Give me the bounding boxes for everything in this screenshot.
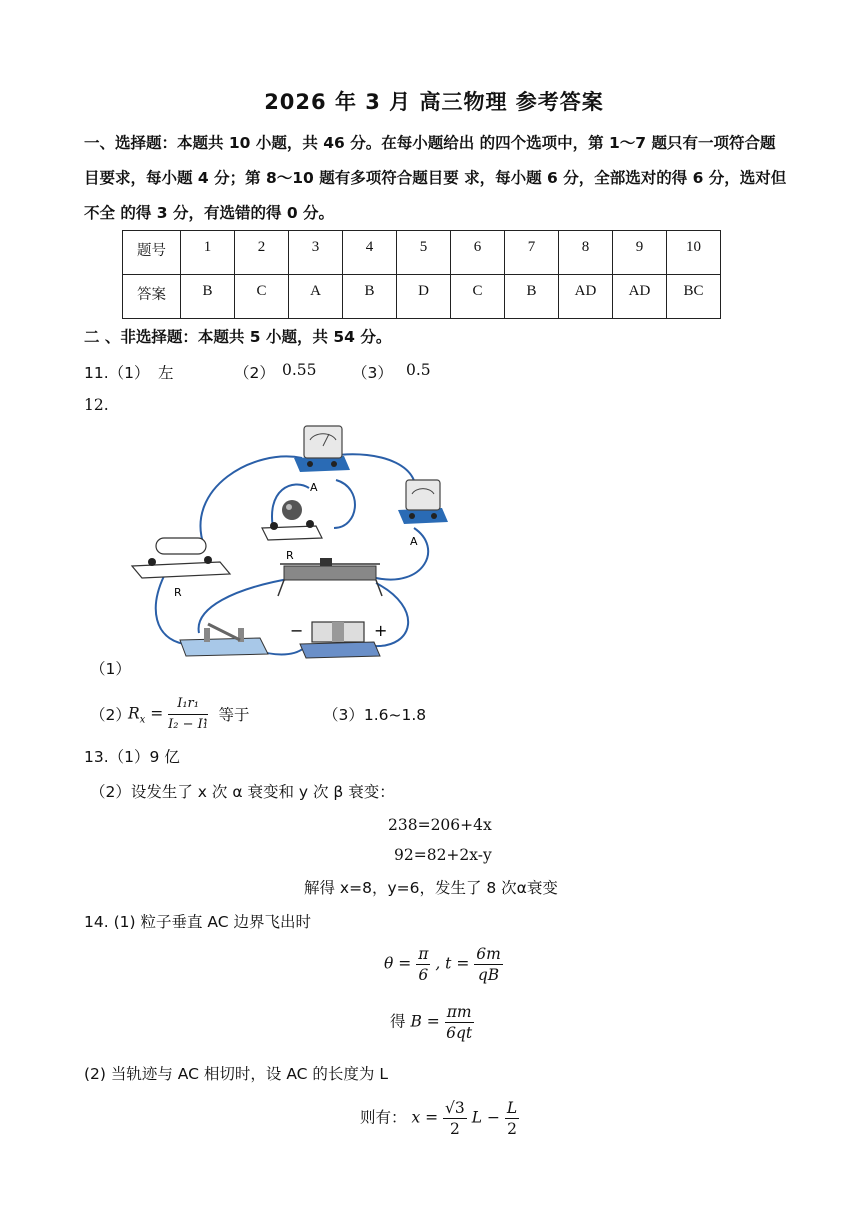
x-fraction-2 xyxy=(505,1098,519,1139)
resistor-label-2: R xyxy=(174,586,182,599)
switch-icon xyxy=(180,624,268,656)
table-cell: B xyxy=(343,275,397,319)
q12-part-2: （2） xyxy=(90,706,131,724)
q12-formula: $R_x$ = $\frac{\text{I₁r₁}}{\text{I₂ − I₁}}$ xyxy=(128,694,208,735)
answer-table xyxy=(122,230,721,319)
table-cell: B xyxy=(505,275,559,319)
q14-equation-theta-t xyxy=(384,944,503,985)
formula-denominator: I₂ − I₁ xyxy=(168,717,209,732)
battery-icon xyxy=(300,622,380,658)
ammeter-2-icon xyxy=(398,480,448,524)
x-numerator-2: L xyxy=(506,1099,518,1117)
q12-part-3: （3）1.6~1.8 xyxy=(323,706,427,724)
section2-heading: 二 、非选择题：本题共 5 小题，共 54 分。 xyxy=(84,328,392,346)
q13-equation-2: 92=82+2x-y xyxy=(394,846,492,864)
q12-part-1: （1） xyxy=(90,660,131,678)
resistor-box-icon xyxy=(132,538,230,578)
x-fraction-1 xyxy=(443,1098,467,1139)
circuit-diagram xyxy=(124,418,464,668)
table-cell: 8 xyxy=(559,231,613,275)
youyou-label: 则有： xyxy=(360,1108,407,1127)
q13-line-2: （2）设发生了 x 次 α 衰变和 y 次 β 衰变： xyxy=(90,783,395,801)
table-cell: 6 xyxy=(451,231,505,275)
table-cell: C xyxy=(451,275,505,319)
table-cell: 7 xyxy=(505,231,559,275)
table-cell: 10 xyxy=(667,231,721,275)
battery-minus-label: − xyxy=(290,621,304,640)
theta-label: θ = xyxy=(384,954,412,973)
table-row-numbers xyxy=(123,231,721,275)
t-label: , t = xyxy=(435,954,470,973)
formula-numerator: I₁r₁ xyxy=(168,694,208,715)
q12-part-2-tail: ，等于 xyxy=(203,706,250,724)
q11-part-2: （2） xyxy=(234,364,275,382)
table-cell: 9 xyxy=(613,231,667,275)
ammeter-1-icon xyxy=(294,426,350,472)
x-mid: L − xyxy=(471,1108,500,1127)
q11-answer-1: 左 xyxy=(158,364,174,382)
section1-instructions: 一、选择题：本题共 10 小题，共 46 分。在每小题给出 的四个选项中，第 1～7 题只有一项符合题目要求，每小题 4 分；第 8～10 题有多项符合题目要 求，每小题 6 分，全部选对的得 6 分，选对但不全 的得 3 分，有选错的得 0 分。 xyxy=(84,134,787,222)
de-label: 得 xyxy=(390,1012,406,1031)
ammeter-2-label: A xyxy=(410,535,418,548)
table-cell: 2 xyxy=(235,231,289,275)
table-cell: C xyxy=(235,275,289,319)
rheostat-icon xyxy=(278,558,382,596)
wire xyxy=(199,578,294,633)
x-denominator-1: 2 xyxy=(449,1120,460,1138)
t-fraction xyxy=(474,944,503,985)
table-cell: 4 xyxy=(343,231,397,275)
table-header-cell: 答案 xyxy=(123,275,181,319)
table-cell: 5 xyxy=(397,231,451,275)
x-denominator-2: 2 xyxy=(507,1120,517,1138)
q14-line-2: (2) 当轨迹与 AC 相切时，设 AC 的长度为 L xyxy=(84,1065,388,1083)
theta-denominator: 6 xyxy=(418,966,429,984)
B-numerator: πm xyxy=(446,1003,472,1021)
q14-equation-B xyxy=(390,1002,474,1043)
resistor-ball-icon xyxy=(262,500,322,540)
B-fraction xyxy=(445,1002,474,1043)
resistor-label-1: R xyxy=(286,549,294,562)
t-numerator: 6m xyxy=(476,945,501,963)
theta-fraction xyxy=(416,944,430,985)
q14-line-1: 14. (1) 粒子垂直 AC 边界飞出时 xyxy=(84,913,311,931)
formula-sub: x xyxy=(139,714,146,726)
x-label: x = xyxy=(411,1108,439,1127)
table-row-answers xyxy=(123,275,721,319)
battery-plus-label: + xyxy=(374,621,388,640)
q13-result: 解得 x=8，y=6，发生了 8 次α衰变 xyxy=(304,879,558,897)
ammeter-1-label: A xyxy=(310,481,318,494)
table-cell: 3 xyxy=(289,231,343,275)
table-cell: A xyxy=(289,275,343,319)
q12-number: 12. xyxy=(84,396,109,414)
table-cell: AD xyxy=(559,275,613,319)
page-title: 2026 年 3 月 高三物理 参考答案 xyxy=(264,90,604,114)
table-header-cell: 题号 xyxy=(123,231,181,275)
t-denominator: qB xyxy=(477,966,500,984)
formula-lhs: R xyxy=(128,704,140,723)
q13-line-1: 13.（1）9 亿 xyxy=(84,748,180,766)
theta-numerator: π xyxy=(418,945,429,963)
table-cell: AD xyxy=(613,275,667,319)
x-numerator-1: √3 xyxy=(445,1099,465,1117)
table-cell: 1 xyxy=(181,231,235,275)
B-label: B = xyxy=(410,1012,440,1031)
q14-equation-x xyxy=(360,1098,519,1139)
table-cell: B xyxy=(181,275,235,319)
wire xyxy=(376,528,428,580)
q11-answer-2: 0.55 xyxy=(282,361,317,379)
wire xyxy=(334,480,355,528)
table-cell: D xyxy=(397,275,451,319)
q11-part-3: （3） xyxy=(352,364,393,382)
q13-equation-1: 238=206+4x xyxy=(388,816,492,834)
q11-answer-3: 0.5 xyxy=(406,361,431,379)
B-denominator: 6qt xyxy=(446,1024,473,1042)
table-cell: BC xyxy=(667,275,721,319)
q11-number: 11.（1） xyxy=(84,364,150,382)
